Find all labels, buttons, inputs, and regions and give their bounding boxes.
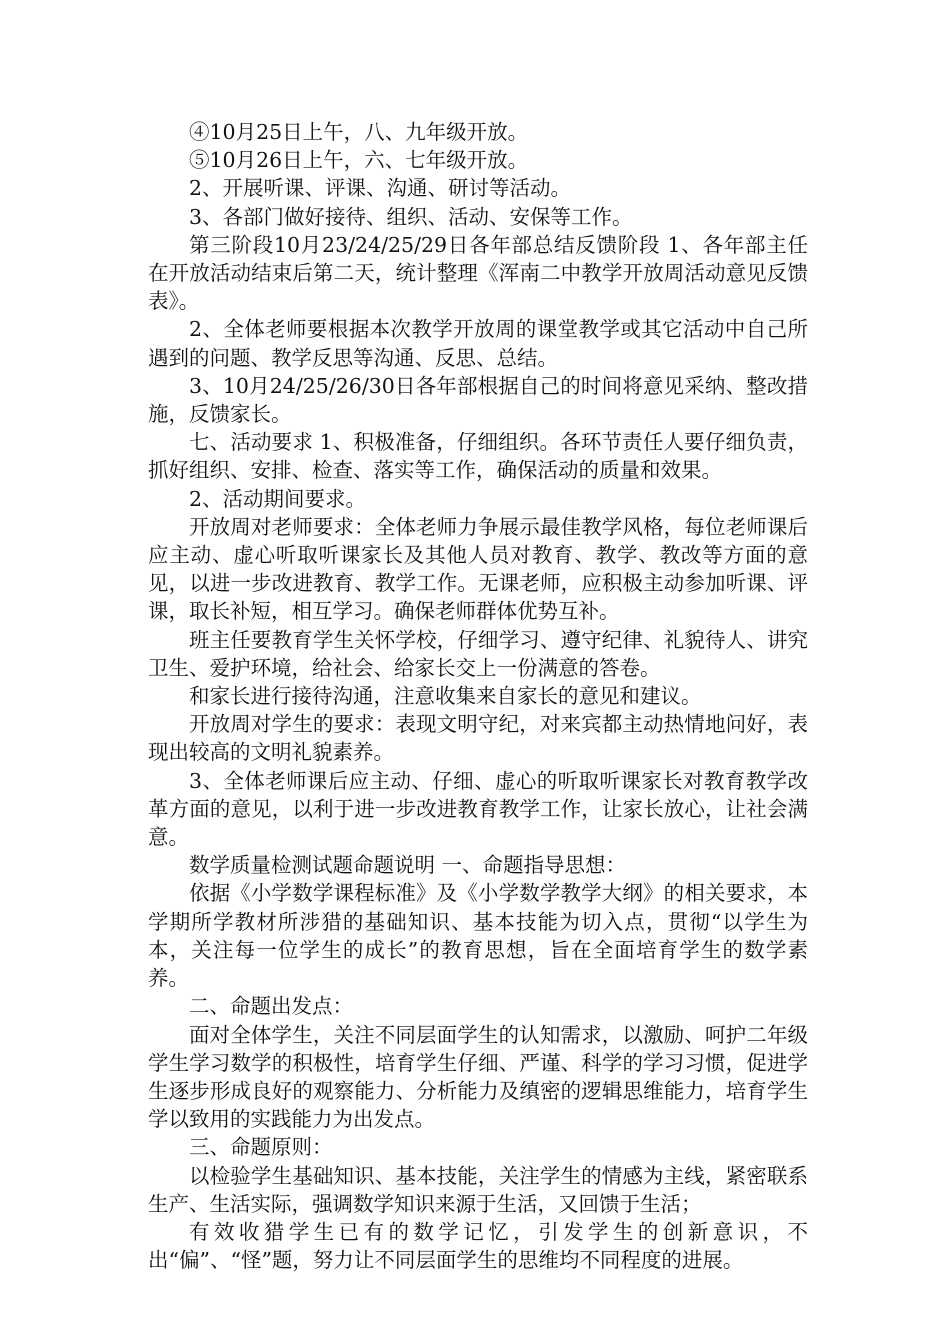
paragraph: 2、活动期间要求。	[189, 486, 367, 511]
paragraph: ④10月25日上午，八、九年级开放。	[189, 120, 529, 144]
paragraph: 2、全体老师要根据本次教学开放周的课堂教学或其它活动中自己所遇到的问题、教学反思等沟通、反思、总结。	[148, 317, 808, 370]
paragraph: 依据《小学数学课程标准》及《小学数学教学大纲》的相关要求，本学期所学教材所涉猎的基础知识、基本技能为切入点，贯彻“以学生为本，关注每一位学生的成长”的教育思想，旨在全面培育学生的数学素养。	[148, 881, 808, 991]
paragraph: 3、各部门做好接待、组织、活动、安保等工作。	[189, 204, 633, 229]
paragraph: 开放周对学生的要求：表现文明守纪，对来宾都主动热情地问好，表现出较高的文明礼貌素养。	[148, 712, 808, 765]
paragraph: 面对全体学生，关注不同层面学生的认知需求，以激励、呵护二年级学生学习数学的积极性，培育学生仔细、严谨、科学的学习习惯，促进学生逐步形成良好的观察能力、分析能力及缜密的逻辑思维能力，培育学生学以致用的实践能力为出发点。	[148, 1022, 808, 1132]
section-heading: 数学质量检测试题命题说明 一、命题指导思想：	[189, 853, 627, 878]
section-heading: 二、命题出发点：	[189, 994, 353, 1019]
paragraph: 七、活动要求 1、积极准备，仔细组织。各环节责任人要仔细负责，抓好组织、安排、检查、落实等工作，确保活动的质量和效果。	[148, 430, 808, 483]
paragraph: 开放周对老师要求：全体老师力争展示最佳教学风格，每位老师课后应主动、虚心听取听课家长及其他人员对教育、教学、教改等方面的意见，以进一步改进教育、教学工作。无课老师，应积极主动参加听课、评课，取长补短，相互学习。确保老师群体优势互补。	[148, 514, 808, 624]
paragraph: 班主任要教育学生关怀学校，仔细学习、遵守纪律、礼貌待人、讲究卫生、爱护环境，给社会、给家长交上一份满意的答卷。	[148, 627, 808, 680]
document-body	[148, 118, 808, 1274]
paragraph: 3、全体老师课后应主动、仔细、虚心的听取听课家长对教育教学改革方面的意见，以利于进一步改进教育教学工作，让家长放心，让社会满意。	[148, 768, 808, 850]
paragraph: 和家长进行接待沟通，注意收集来自家长的意见和建议。	[189, 684, 702, 709]
paragraph: ⑤10月26日上午，六、七年级开放。	[189, 148, 529, 173]
section-heading: 三、命题原则：	[189, 1135, 333, 1160]
paragraph: 3、10月24/25/26/30日各年部根据自己的时间将意见采纳、整改措施，反馈家长。	[148, 373, 808, 427]
paragraph: 第三阶段10月23/24/25/29日各年部总结反馈阶段 1、各年部主任在开放活动结束后第二天，统计整理《浑南二中教学开放周活动意见反馈表》。	[148, 232, 808, 314]
paragraph: 2、开展听课、评课、沟通、研讨等活动。	[189, 176, 572, 201]
paragraph: 有效收猎学生已有的数学记忆，引发学生的创新意识，不出“偏”、“怪”题，努力让不同层面学生的思维均不同程度的进展。	[148, 1219, 808, 1273]
paragraph: 以检验学生基础知识、基本技能，关注学生的情感为主线，紧密联系生产、生活实际，强调数学知识来源于生活，又回馈于生活；	[148, 1163, 808, 1216]
